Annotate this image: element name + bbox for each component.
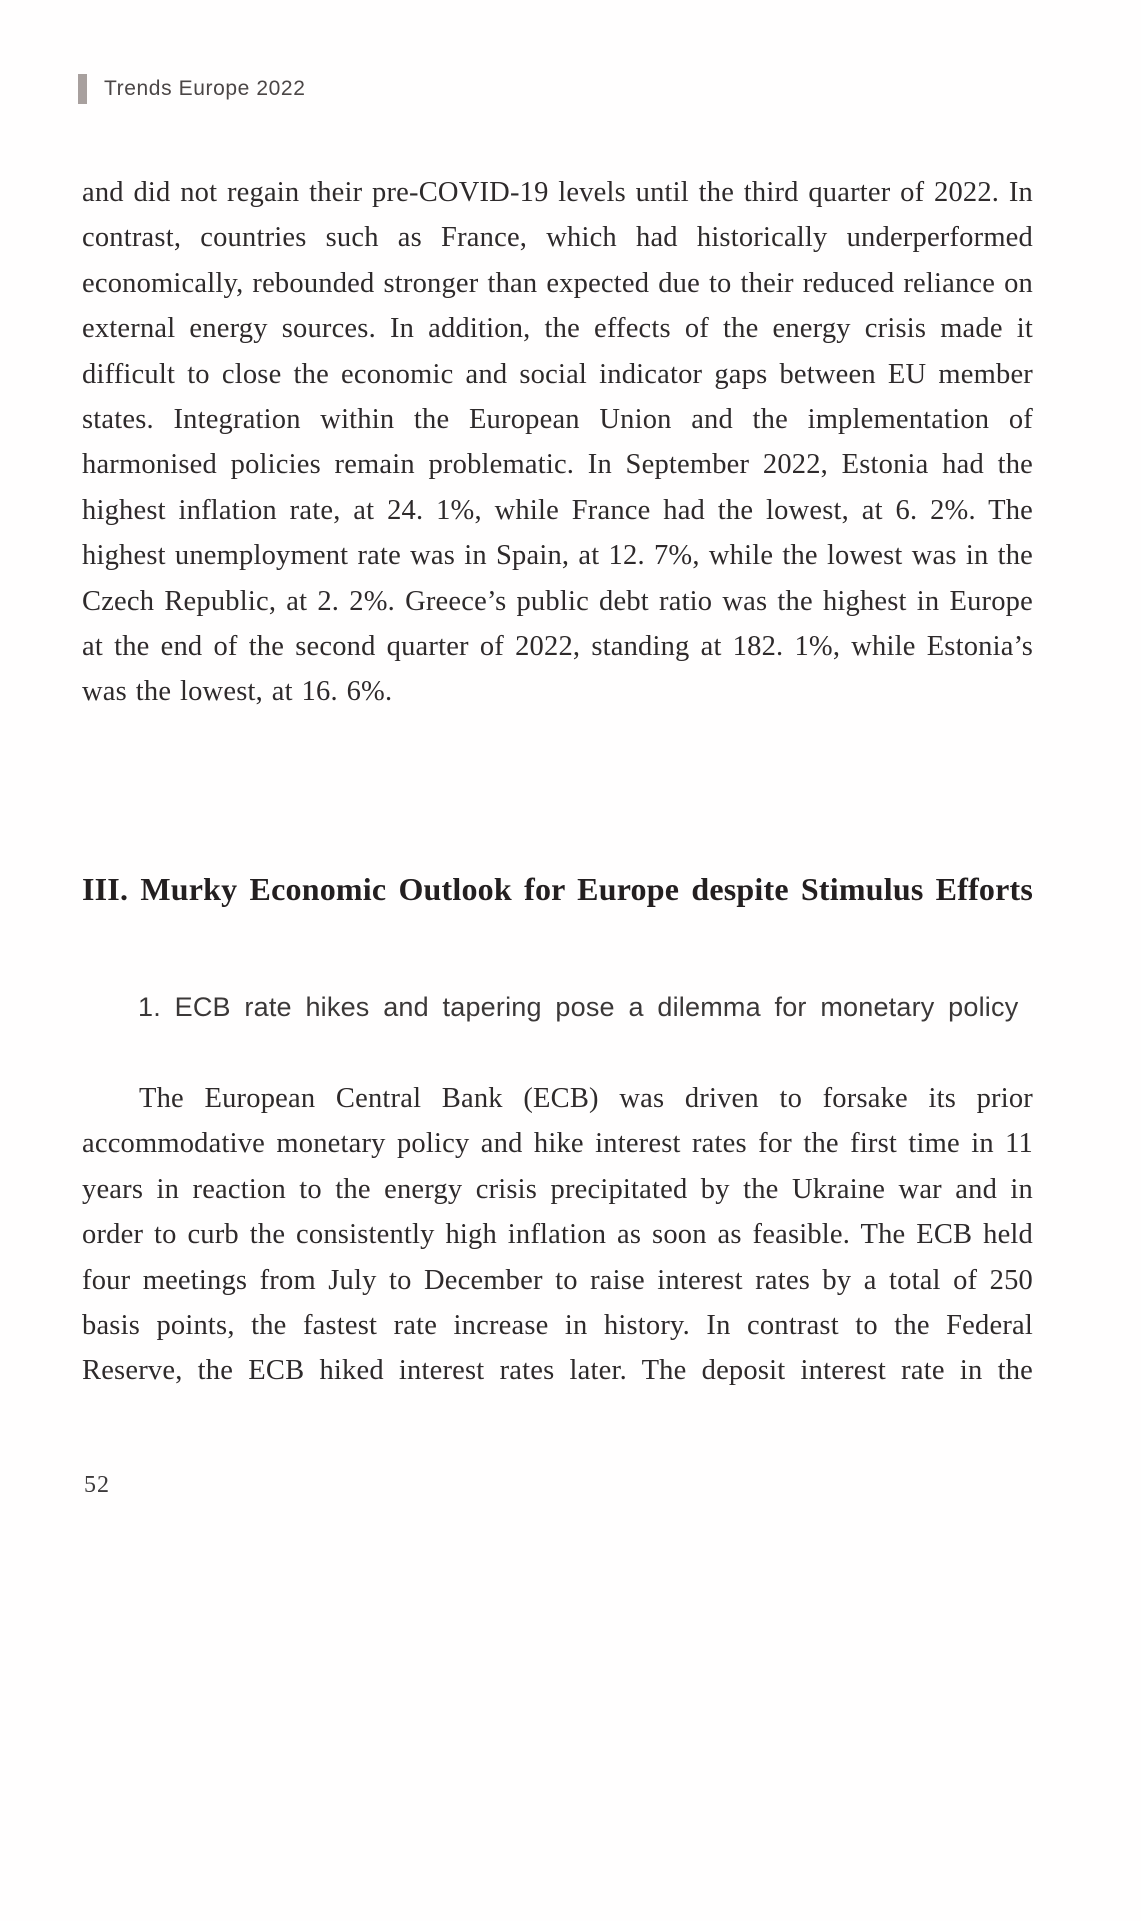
- page-number: 52: [84, 1472, 110, 1498]
- section-heading: III. Murky Economic Outlook for Europe despite Stimulus Efforts: [82, 871, 1034, 907]
- running-header-title: Trends Europe 2022: [104, 77, 306, 100]
- subsection-heading: 1. ECB rate hikes and tapering pose a dilemma for monetary policy: [138, 992, 1019, 1022]
- section-marker-bar-icon: [78, 74, 87, 104]
- running-header: [78, 74, 305, 104]
- body-paragraph-2: The European Central Bank (ECB) was driven to forsake its prior accommodative monetary policy and hike interest rates for the first time in 11 years in reaction to the energy crisis precipitated by the Ukraine war and in order to curb the consistently high inflation as soon as feasible. The ECB held four meetings from July to December to raise interest rates by a total of 250 basis points, the fastest rate increase in history. In contrast to the Federal Reserve, the ECB hiked interest rates later. The deposit interest rate in the: [82, 1083, 1033, 1387]
- body-paragraph-1: and did not regain their pre-COVID-19 levels until the third quarter of 2022. In contrast, countries such as France, which had historically underperformed economically, rebounded stronger than expected due to their reduced reliance on external energy sources. In addition, the effects of the energy crisis made it difficult to close the economic and social indicator gaps between EU member states. Integration within the European Union and the implementation of harmonised policies remain problematic. In September 2022, Estonia had the highest inflation rate, at 24. 1%, while France had the lowest, at 6. 2%. The highest unemployment rate was in Spain, at 12. 7%, while the lowest was in the Czech Republic, at 2. 2%. Greece’s public debt ratio was the highest in Europe at the end of the second quarter of 2022, standing at 182. 1%, while Estonia’s was the lowest, at 16. 6%.: [82, 177, 1033, 708]
